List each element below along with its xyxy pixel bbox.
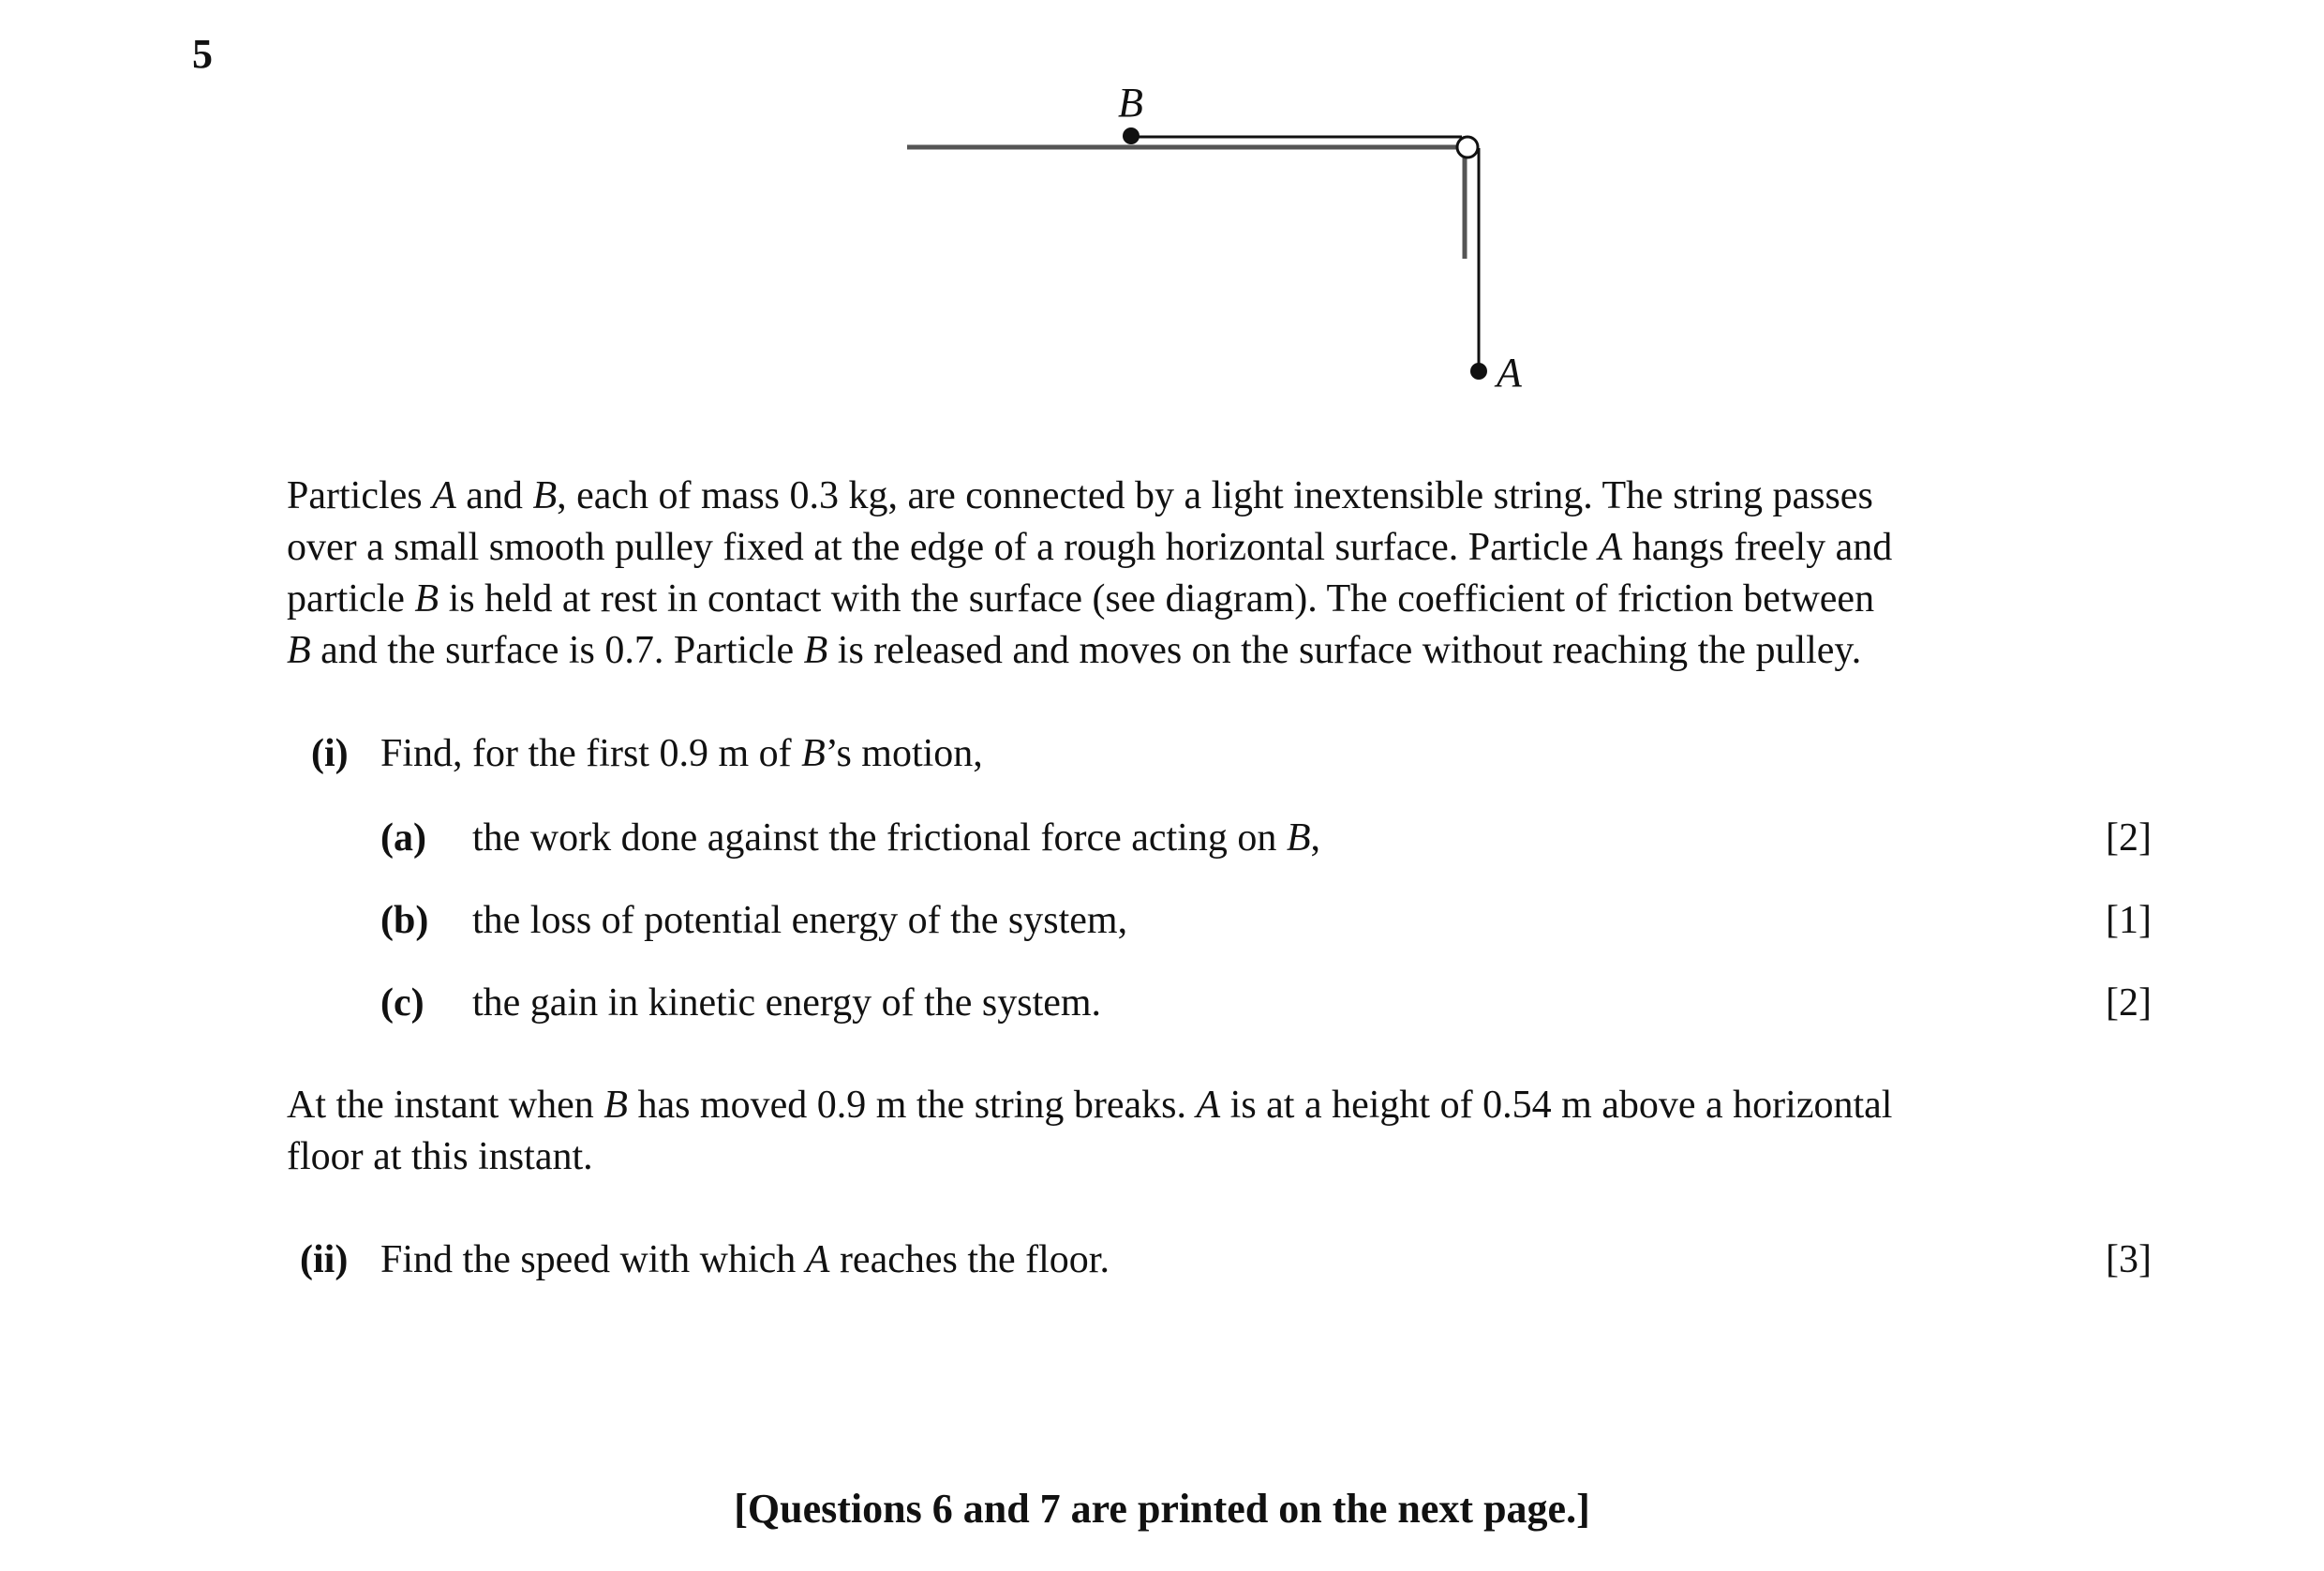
subpart-b-text: the loss of potential energy of the system, <box>472 899 1128 942</box>
subpart-b-marks: [1] <box>2106 899 2152 942</box>
subpart-c-label: (c) <box>380 981 425 1025</box>
particle-b <box>1123 127 1140 144</box>
subpart-b <box>0 894 2152 947</box>
subpart-a-marks: [2] <box>2106 816 2152 860</box>
particle-a <box>1470 363 1487 380</box>
intro-line-2: over a small smooth pulley fixed at the edge of a rough horizontal surface. Particle A hangs freely and <box>287 526 1893 569</box>
subpart-c <box>0 977 2152 1029</box>
middle-paragraph <box>287 1080 2152 1183</box>
part-ii-label: (ii) <box>300 1238 349 1281</box>
pulley-diagram <box>0 0 2324 412</box>
question-number: 5 <box>192 31 213 77</box>
subpart-c-text: the gain in kinetic energy of the system. <box>472 981 1102 1025</box>
part-i <box>0 727 2152 780</box>
subpart-c-marks: [2] <box>2106 981 2152 1025</box>
intro-line-3: particle B is held at rest in contact with the surface (see diagram). The coefficient of friction between <box>287 577 1875 621</box>
part-ii-text: Find the speed with which A reaches the floor. <box>380 1238 1110 1281</box>
subpart-a-text: the work done against the frictional force acting on B, <box>472 816 1321 860</box>
middle-line-1: At the instant when B has moved 0.9 m the string breaks. A is at a height of 0.54 m above a horizontal <box>287 1084 1893 1127</box>
subpart-b-label: (b) <box>380 899 429 942</box>
intro-line-4: B and the surface is 0.7. Particle B is released and moves on the surface without reaching the pulley. <box>287 629 1862 672</box>
middle-line-2: floor at this instant. <box>287 1135 593 1178</box>
intro-line-1: Particles A and B, each of mass 0.3 kg, are connected by a light inextensible string. The string passes <box>287 474 1873 517</box>
footer-note: [Questions 6 and 7 are printed on the next page.] <box>734 1486 1590 1532</box>
part-ii-marks: [3] <box>2106 1238 2152 1281</box>
part-i-label: (i) <box>311 732 349 775</box>
intro-paragraph <box>287 471 2152 677</box>
subpart-a-label: (a) <box>380 816 426 860</box>
label-a: A <box>1497 350 1522 396</box>
part-i-text: Find, for the first 0.9 m of B’s motion, <box>380 732 983 775</box>
subpart-a <box>0 812 2152 864</box>
label-b: B <box>1118 80 1143 126</box>
pulley <box>1457 137 1478 157</box>
part-ii <box>0 1234 2152 1286</box>
